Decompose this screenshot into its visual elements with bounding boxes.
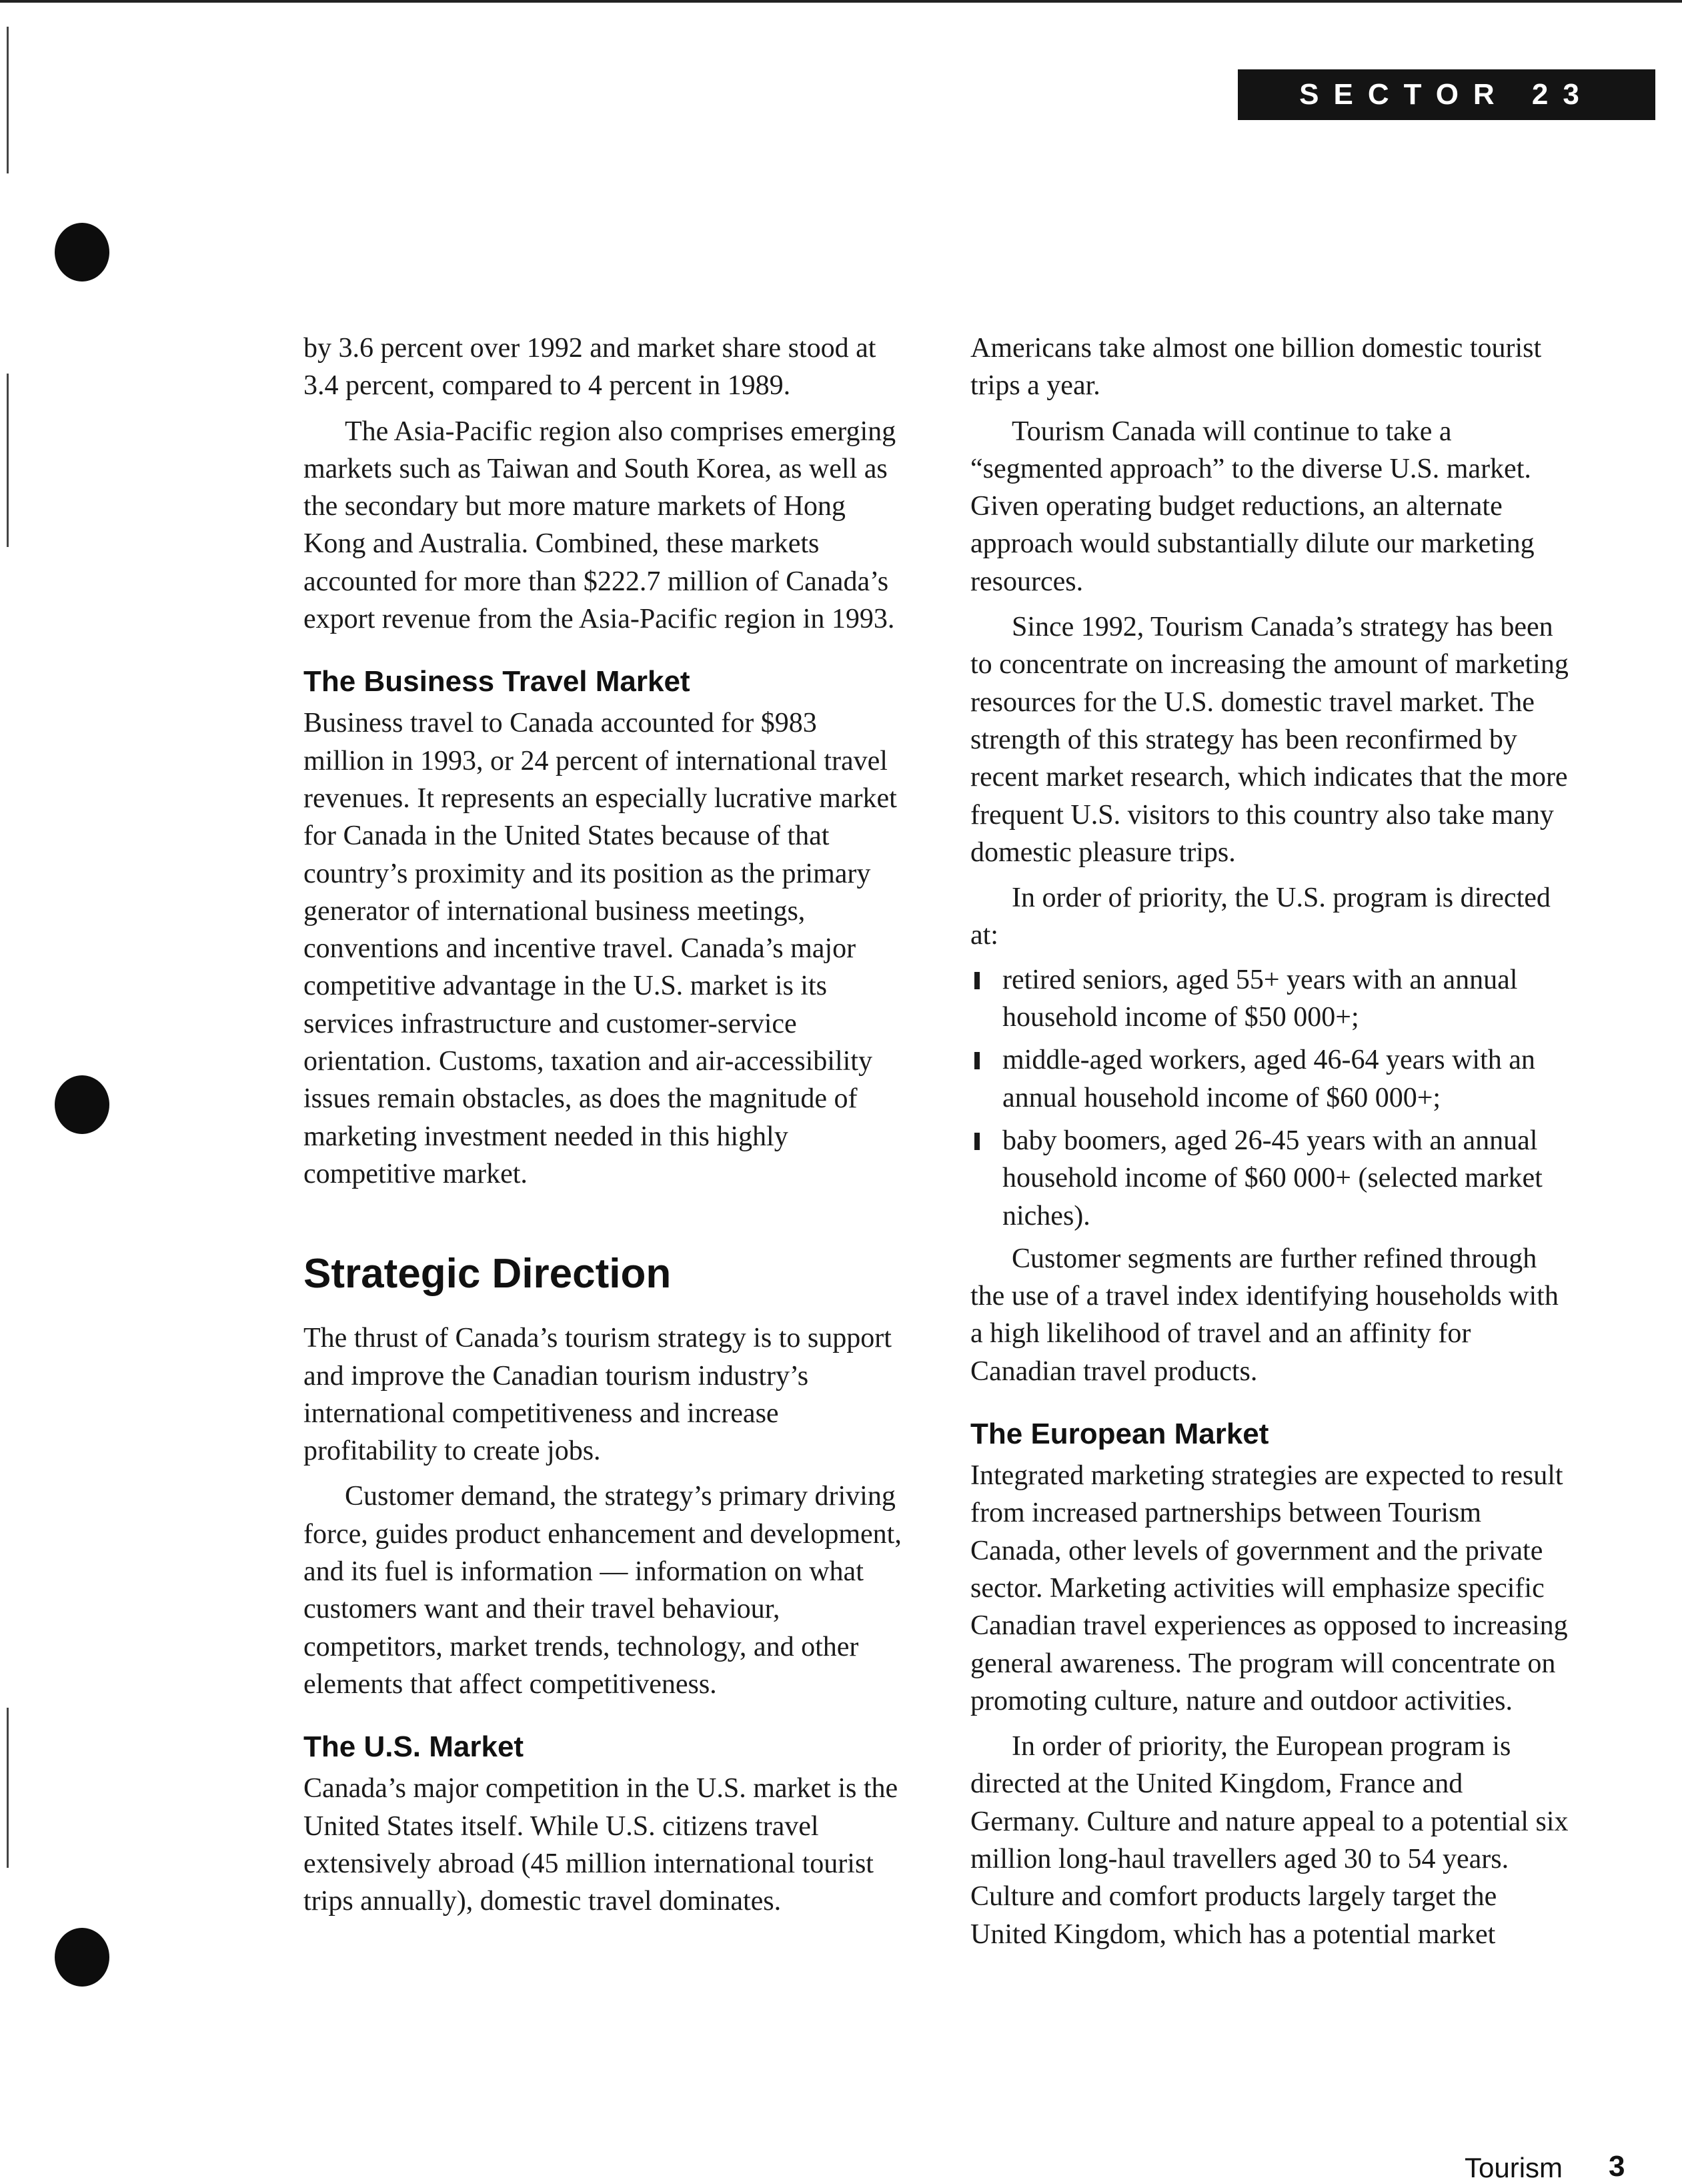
paragraph: The Asia-Pacific region also comprises emerging markets such as Taiwan and South Korea, as well as the secondary but more mature markets of Hong Kong and Australia. Combined, these markets accounted for more than $222.7 million of Canada’s export revenue from the Asia-Pacific region in 1993. bbox=[303, 416, 896, 635]
binding-edge-mark bbox=[7, 1708, 9, 1868]
list-item-text: retired seniors, aged 55+ years with an annual household income of $50 000+; bbox=[1002, 964, 1518, 1033]
paragraph: Customer segments are further refined through the use of a travel index identifying households with a high likelihood of travel and an affinity for Canadian travel products. bbox=[970, 1243, 1559, 1387]
right-column bbox=[970, 330, 1571, 1953]
binding-edge-mark bbox=[7, 374, 9, 547]
bullet-icon bbox=[974, 1052, 980, 1069]
punch-hole bbox=[55, 1075, 109, 1134]
list-item bbox=[970, 1041, 1571, 1117]
paragraph: Canada’s major competition in the U.S. market is the United States itself. While U.S. citizens travel extensively abroad (45 million international tourist trips annually), domestic travel dominates. bbox=[303, 1773, 898, 1917]
punch-hole bbox=[55, 223, 109, 282]
paragraph: Americans take almost one billion domestic tourist trips a year. bbox=[970, 333, 1542, 402]
footer-section-label: Tourism bbox=[1465, 2152, 1563, 2183]
list-item-text: baby boomers, aged 26-45 years with an annual household income of $60 000+ (selected market niches). bbox=[1002, 1125, 1543, 1231]
sector-banner: SECTOR 23 bbox=[1238, 69, 1655, 120]
list-item bbox=[970, 961, 1571, 1037]
paragraph: The thrust of Canada’s tourism strategy is to support and improve the Canadian tourism industry’s international competitiveness and increase profitability to create jobs. bbox=[303, 1323, 892, 1467]
list-item-text: middle-aged workers, aged 46-64 years with an annual household income of $60 000+; bbox=[1002, 1045, 1535, 1113]
section-heading-european-market: The European Market bbox=[970, 1418, 1269, 1451]
top-edge-line bbox=[0, 0, 1682, 3]
section-heading-us-market: The U.S. Market bbox=[303, 1730, 524, 1764]
bullet-icon bbox=[974, 972, 980, 989]
paragraph: Business travel to Canada accounted for $983 million in 1993, or 24 percent of international travel revenues. It represents an especially lucrative market for Canada in the United States because of that country’s proximity and its position as the primary generator of international business meetings, conventions and incentive travel. Canada’s major competitive advantage in the U.S. market is its services infrastructure and customer-service orientation. Customs, taxation and air-accessibility issues remain obstacles, as does the magnitude of marketing investment needed in this highly competitive market. bbox=[303, 708, 897, 1189]
left-column bbox=[303, 330, 904, 1920]
binding-edge-mark bbox=[7, 27, 9, 173]
paragraph: Integrated marketing strategies are expected to result from increased partnerships between Tourism Canada, other levels of government and the private sector. Marketing activities will emphasize specific Canadian travel experiences as opposed to increasing general awareness. The program will concentrate on promoting culture, nature and outdoor activities. bbox=[970, 1460, 1568, 1716]
priority-list bbox=[970, 961, 1571, 1235]
list-item bbox=[970, 1122, 1571, 1235]
page-number: 3 bbox=[1609, 2150, 1625, 2183]
paragraph: by 3.6 percent over 1992 and market share stood at 3.4 percent, compared to 4 percent in 1989. bbox=[303, 333, 876, 402]
paragraph: In order of priority, the European program is directed at the United Kingdom, France and Germany. Culture and nature appeal to a potential six million long-haul travellers aged 30 to 54 years. Culture and comfort products largely target the United Kingdom, which has a potential market bbox=[970, 1731, 1569, 1950]
punch-hole bbox=[55, 1928, 109, 1987]
paragraph: Tourism Canada will continue to take a “segmented approach” to the diverse U.S. market. Given operating budget reductions, an alternate approach would substantially dilute our marketing resources. bbox=[970, 416, 1535, 597]
bullet-icon bbox=[974, 1133, 980, 1150]
section-title-strategic-direction: Strategic Direction bbox=[303, 1251, 672, 1297]
section-heading-business-travel: The Business Travel Market bbox=[303, 665, 690, 698]
paragraph: In order of priority, the U.S. program is directed at: bbox=[970, 883, 1551, 951]
paragraph: Customer demand, the strategy’s primary driving force, guides product enhancement and development, and its fuel is information — information on what customers want and their travel behaviour, competitors, market trends, technology, and other elements that affect competitiveness. bbox=[303, 1481, 902, 1700]
paragraph: Since 1992, Tourism Canada’s strategy has been to concentrate on increasing the amount of marketing resources for the U.S. domestic travel market. The strength of this strategy has been reconfirmed by recent market research, which indicates that the more frequent U.S. visitors to this country also take many domestic pleasure trips. bbox=[970, 612, 1569, 868]
